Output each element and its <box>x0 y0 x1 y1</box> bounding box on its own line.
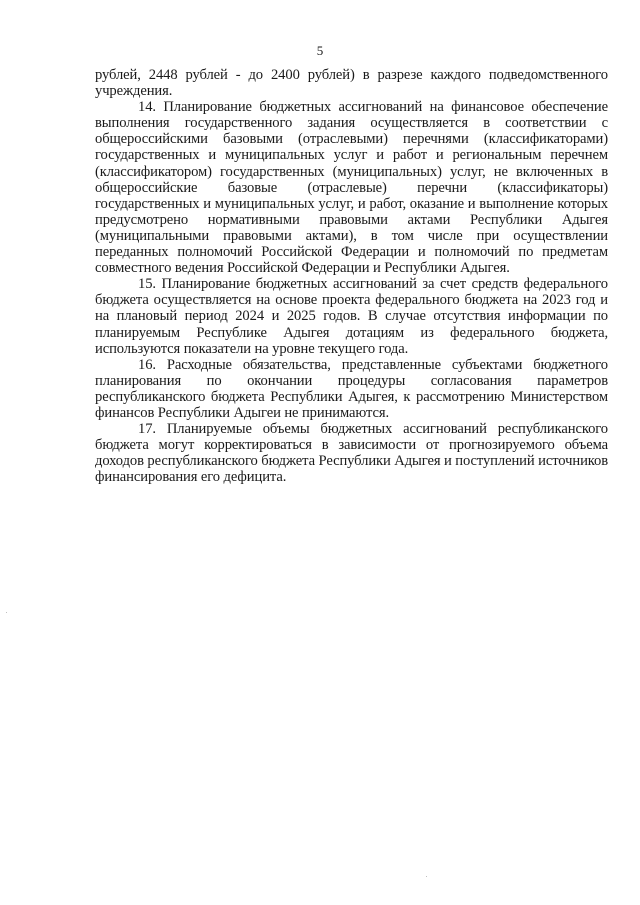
paragraph-item-14: 14. Планирование бюджетных ассигнований на финансовое обеспечение выполнения государственного задания осуществляется в соответствии с общероссийскими базовыми (отраслевыми) перечнями (классификаторами) государственных и муниципальных услуг и работ и региональным перечнем (классификатором) государственных (муниципальных) услуг, не включенных в общероссийские базовые (отраслевые) перечни (классификаторы) государственных и муниципальных услуг, и работ, оказание и выполнение которых предусмотрено нормативными правовыми актами Республики Адыгея (муниципальными правовыми актами), в том числе при осуществлении переданных полномочий Российской Федерации и полномочий по предметам совместного ведения Российской Федерации и Республики Адыгея. <box>95 99 608 277</box>
document-body <box>95 67 608 485</box>
paragraph-item-17: 17. Планируемые объемы бюджетных ассигнований республиканского бюджета могут корректироваться в зависимости от прогнозируемого объема доходов республиканского бюджета Республики Адыгея и поступлений источников финансирования его дефицита. <box>95 421 609 486</box>
scan-speck <box>6 612 7 613</box>
page-number: 5 <box>316 43 324 58</box>
scan-speck <box>426 876 427 877</box>
paragraph-item-15: 15. Планирование бюджетных ассигнований за счет средств федерального бюджета осуществляется на основе проекта федерального бюджета на 2023 год и на плановый период 2024 и 2025 годов. В случае отсутствия информации по планируемым Республике Адыгея дотациям из федерального бюджета, используются показатели на уровне текущего года. <box>95 276 608 357</box>
paragraph-continuation: рублей, 2448 рублей - до 2400 рублей) в разрезе каждого подведомственного учреждения. <box>95 67 608 100</box>
paragraph-item-16: 16. Расходные обязательства, представленные субъектами бюджетного планирования по окончании процедуры согласования параметров республиканского бюджета Республики Адыгея, к рассмотрению Министерством финансов Республики Адыгеи не принимаются. <box>95 356 608 421</box>
